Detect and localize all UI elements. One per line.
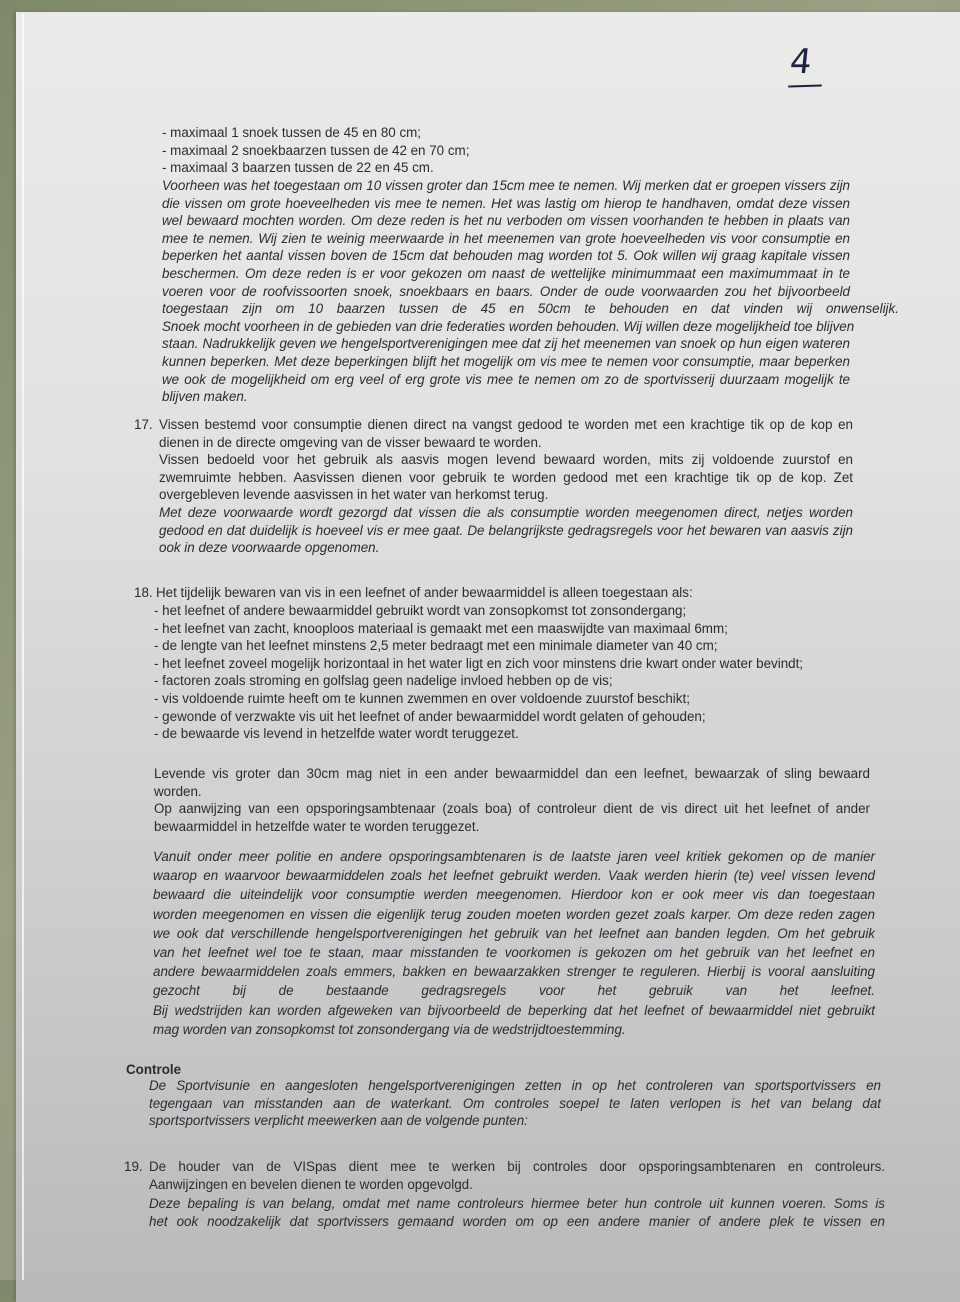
list-item: - de lengte van het leefnet minstens 2,5 meter bedraagt met een minimale diameter van 40 cm; <box>154 638 718 654</box>
handwritten-page-number: 4 <box>787 42 814 82</box>
intro-list <box>162 124 469 177</box>
controle-explanation: De Sportvisunie en aangesloten hengelsportverenigingen zetten in op het controleren van sportsportvissers en tegengaan van misstanden aan de waterkant. Om controles soepel te laten verlopen is het van belang dat sportsportvissers verplicht meewerken aan de volgende punten: <box>149 1078 881 1129</box>
list-item: - het leefnet zoveel mogelijk horizontaal in het water ligt en zich voor minstens drie kwart onder water bevindt; <box>154 655 804 671</box>
list-item: - maximaal 2 snoekbaarzen tussen de 42 en 70 cm; <box>162 142 470 158</box>
item-18-number: 18. <box>134 585 153 600</box>
item-19-number: 19. <box>124 1159 143 1174</box>
item-17-number: 17. <box>134 417 153 432</box>
intro-explanation: Voorheen was het toegestaan om 10 vissen groter dan 15cm mee te nemen. Wij merken dat er groepen vissers zijn die vissen om grote hoeveelheden vis mee te nemen. Het was lastig om hierop te handhaven, omdat deze vissen wel bewaard mochten worden. Om deze reden is het nu verboden om vissen voorhanden te hebben in plaats van mee te nemen. Wij zien te weinig meerwaarde in het meenemen van grote hoeveelheden vis voor consumptie en beperken het aantal vissen boven de 15cm dat behouden mag worden tot 5. Ook willen wij graag kapitale vissen beschermen. Om deze reden is er voor gekozen om naast de wettelijke minimummaat een maximummaat in te voeren voor de roofvissoorten snoek, snoekbaars en baars. Onder de oude voorwaarden zou het bijvoorbeeld toegestaan zijn om 10 baarzen tussen de 45 en 50cm te behouden en dat vinden wij onwenselijk. Snoek mocht voorheen in de gebieden van drie federaties worden behouden. Wij willen deze mogelijkheid toe blijven staan. Nadrukkelijk geven we hengelsportverenigingen mee dat zij het meenemen van snoek op hun eigen wateren kunnen beperken. Met deze beperkingen blijft het mogelijk om vis mee te nemen voor consumptie, maar beperken we ook de mogelijkheid om erg veel of erg grote vis mee te nemen om zo de sportvisserij duurzaam mogelijk te blijven maken. <box>162 178 899 405</box>
item-17-rule: Vissen bestemd voor consumptie dienen direct na vangst gedood te worden met een krachtige tik op de kop en dienen in de directe omgeving van de visser bewaard te worden. Vissen bedoeld voor het gebruik als aasvis mogen levend bewaard worden, mits zij voldoende zuurstof en zwemruimte hebben. Aasvissen dienen voor gebruik te worden gedood met een krachtige tik op de kop. Zet overgebleven levende aasvissen in het water van herkomst terug. <box>159 417 853 503</box>
item-18-extra-rules: Levende vis groter dan 30cm mag niet in een ander bewaarmiddel dan een leefnet, bewaarzak of sling bewaard worden. Op aanwijzing van een opsporingsambtenaar (zoals boa) of controleur dient de vis direct uit het leefnet of ander bewaarmiddel in hetzelfde water te worden teruggezet. <box>154 766 870 834</box>
list-item: - het leefnet of andere bewaarmiddel gebruikt wordt van zonsopkomst tot zonsondergang; <box>154 603 687 618</box>
page-edge <box>22 14 24 1280</box>
item-17-explanation: Met deze voorwaarde wordt gezorgd dat vissen die als consumptie worden meegenomen direct, netjes worden gedood en dat duidelijk is hoeveel vis er mee gaat. De belangrijkste gedragsregels voor het bewaren van aasvis zijn ook in deze voorwaarde opgenomen. <box>159 505 853 556</box>
list-item: - maximaal 3 baarzen tussen de 22 en 45 cm. <box>162 160 434 176</box>
list-item: - gewonde of verzwakte vis uit het leefnet of ander bewaarmiddel wordt gelaten of gehouden; <box>154 708 706 724</box>
item-19-rule: De houder van de VISpas dient mee te werken bij controles door opsporingsambtenaren en controleurs. Aanwijzingen en bevelen dienen te worden opgevolgd. <box>149 1159 885 1192</box>
list-item: - het leefnet van zacht, knooploos materiaal is gemaakt met een maaswijdte van maximaal 6mm; <box>154 620 728 636</box>
item-18-conditions <box>154 602 803 743</box>
list-item: - vis voldoende ruimte heeft om te kunnen zwemmen en over voldoende zuurstof beschikt; <box>154 690 690 706</box>
item-19-explanation: Deze bepaling is van belang, omdat met name controleurs hiermee beter hun controle uit kunnen voeren. Soms is het ook noodzakelijk dat sportvissers gemaand worden om op een andere manier of andere plek te vissen en <box>149 1196 885 1229</box>
item-18-intro: Het tijdelijk bewaren van vis in een leefnet of ander bewaarmiddel is alleen toegestaan als: <box>156 585 693 600</box>
item-18-explanation: Vanuit onder meer politie en andere opsporingsambtenaren is de laatste jaren veel kritiek gekomen op de manier waarop en waarvoor bewaarmiddelen zoals het leefnet gebruikt werden. Vaak werden hierin (te) veel vissen levend bewaard die uiteindelijk voor consumptie werden meegenomen. Hierdoor kon er ook meer vis dan toegestaan worden meegenomen en vissen die eigenlijk terug zouden moeten worden gezet zoals karper. Om deze reden zagen we ook dat verschillende hengelsportverenigingen het gebruik van het leefnet aan banden legden. Om het gebruik van het leefnet wel toe te staan, maar misstanden te voorkomen is gekozen om het gebruik van het leefnet en andere bewaarmiddelen zoals emmers, bakken en bewaarzakken strenger te reguleren. Hierbij is vooral aansluiting gezocht bij de bestaande gedragsregels voor het gebruik van het leefnet. Bij wedstrijden kan worden afgeweken van bijvoorbeeld de beperking dat het leefnet of bewaarmiddel niet gebruikt mag worden van zonsopkomst tot zonsondergang via de wedstrijdtoestemming. <box>153 849 875 1037</box>
list-item: - factoren zoals stroming en golfslag geen nadelige invloed hebben op de vis; <box>154 673 613 689</box>
list-item: - maximaal 1 snoek tussen de 45 en 80 cm; <box>162 125 422 140</box>
list-item: - de bewaarde vis levend in hetzelfde water wordt teruggezet. <box>154 726 519 742</box>
section-heading-controle: Controle <box>126 1062 182 1077</box>
